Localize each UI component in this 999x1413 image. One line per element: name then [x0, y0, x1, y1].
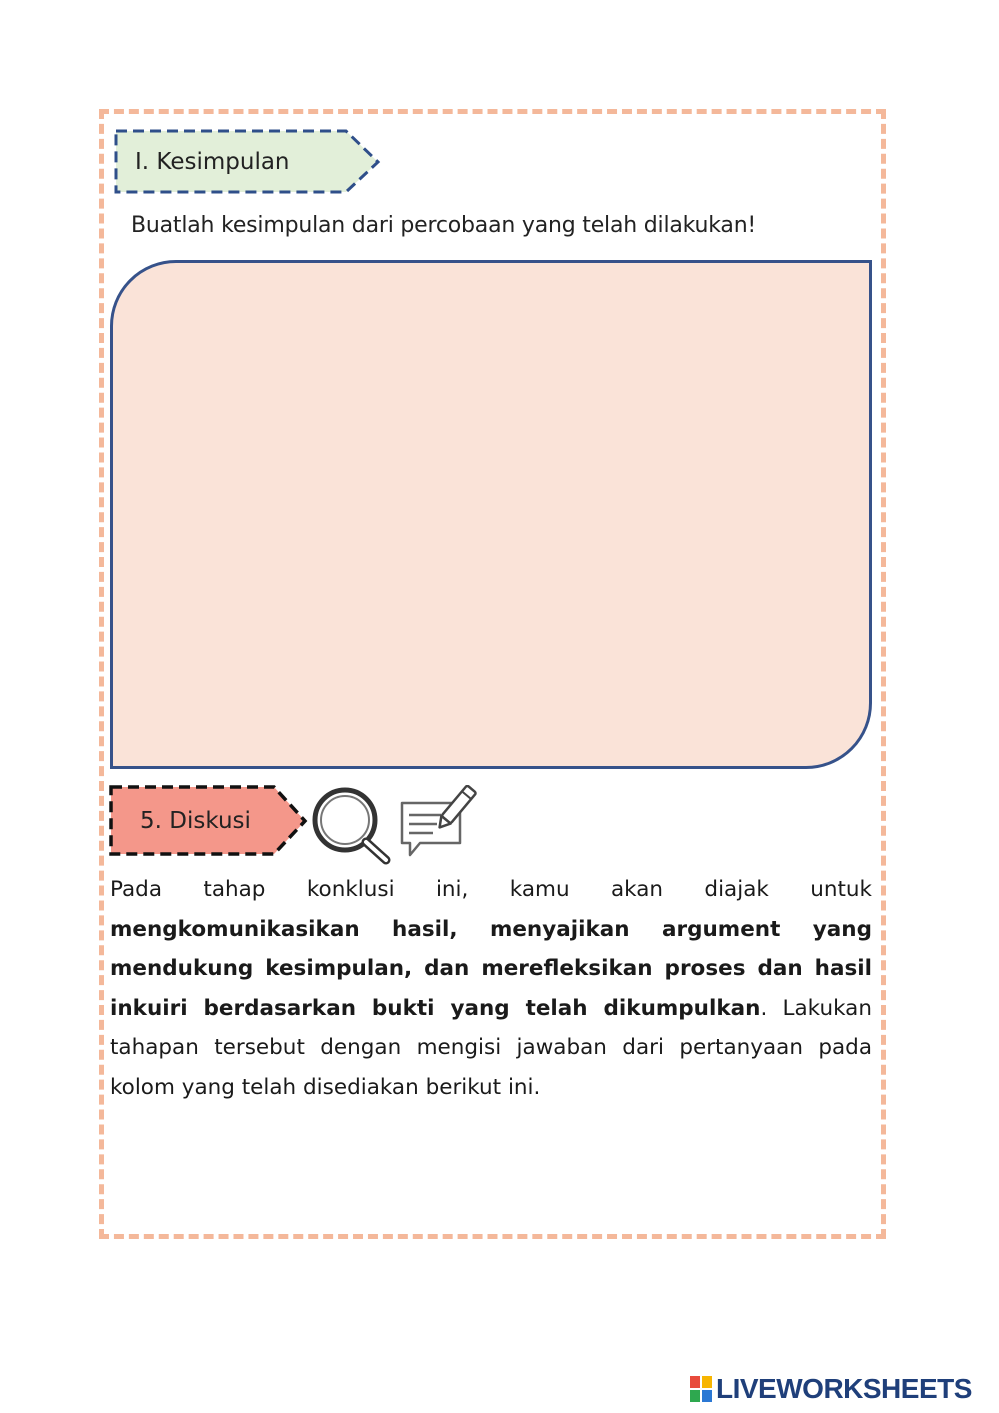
chat-pencil-icon	[397, 785, 477, 869]
kesimpulan-header-tag	[114, 129, 382, 195]
liveworksheets-logo-icon	[690, 1376, 712, 1402]
liveworksheets-logo	[690, 1374, 972, 1404]
paragraph-text-outro: . Lakukan tahapan tersebut dengan mengisi jawaban dari pertanyaan pada kolom yang telah disediakan berikut ini.	[110, 995, 872, 1100]
magnifier-icon	[308, 785, 394, 869]
kesimpulan-instruction: Buatlah kesimpulan dari percobaan yang telah dilakukan!	[131, 213, 757, 238]
paragraph-text-bold: mengkomunikasikan hasil, menyajikan argument yang mendukung kesimpulan, dan merefleksikan proses dan hasil inkuiri berdasarkan bukti yang telah dikumpulkan	[110, 916, 872, 1021]
paragraph-text-intro: Pada tahap konklusi ini, kamu akan diajak untuk	[110, 877, 872, 902]
diskusi-header-tag	[109, 785, 309, 857]
diskusi-title: 5. Diskusi	[140, 808, 251, 834]
diskusi-paragraph	[110, 870, 872, 1107]
kesimpulan-answer-box[interactable]	[110, 260, 872, 769]
logo-text: LIVEWORKSHEETS	[716, 1373, 972, 1404]
kesimpulan-title: I. Kesimpulan	[135, 149, 290, 175]
